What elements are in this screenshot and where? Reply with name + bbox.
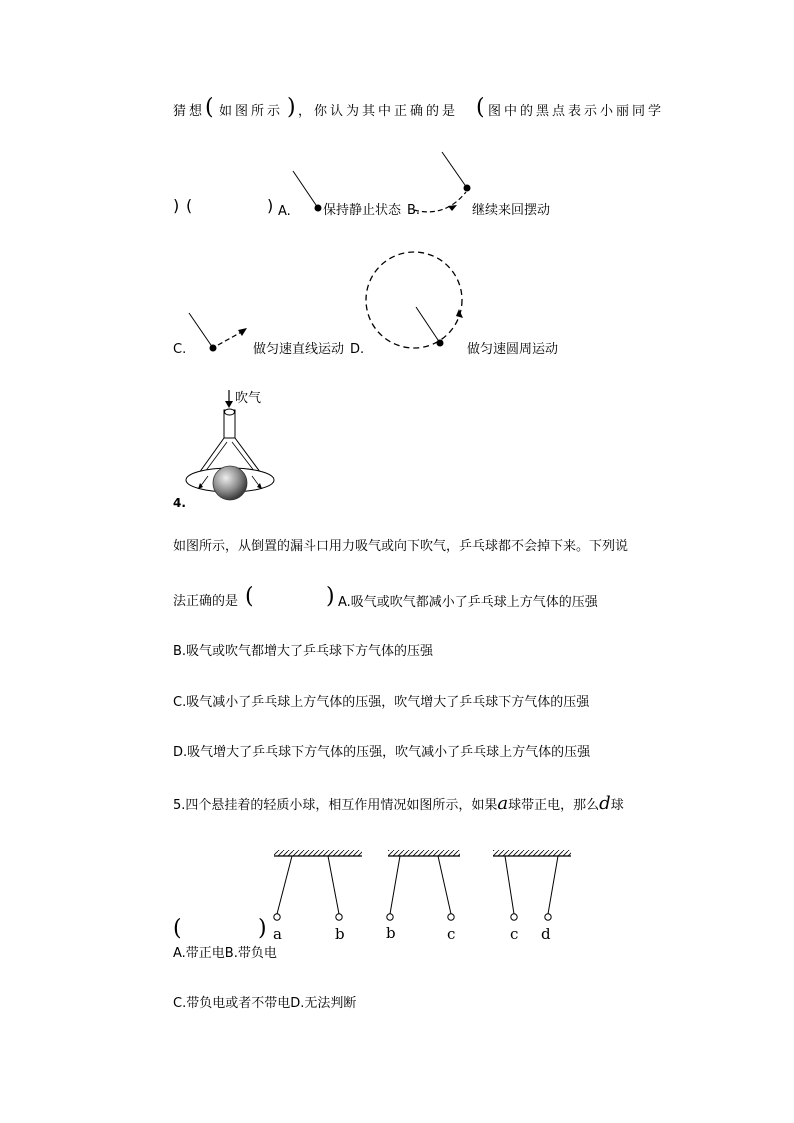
- q3-line2-close: ): [173, 196, 180, 215]
- q3-answer-open: (: [186, 196, 193, 215]
- q5-options-cd: C.带负电或者不带电D.无法判断: [173, 996, 357, 1011]
- option-a-figure: [290, 168, 330, 218]
- q4-option-d: D.吸气增大了乒乓球下方气体的压强，吹气减小了乒乓球上方气体的压强: [173, 745, 591, 760]
- q3-line1-a: 猜想: [173, 104, 206, 119]
- q3-line1-c: ，你认为其中正确的是: [298, 104, 459, 119]
- q5-stem-a: 5.四个悬挂着的轻质小球，相互作用情况如图所示，如果: [173, 798, 498, 813]
- q5-answer-open: (: [173, 916, 182, 941]
- q4-option-c: C.吸气减小了乒乓球上方气体的压强，吹气增大了乒乓球下方气体的压强: [173, 695, 590, 710]
- ball-label: b: [386, 924, 396, 942]
- q4-answer-close: ): [326, 584, 335, 609]
- q4-option-a: A.吸气或吹气都减小了乒乓球上方气体的压强: [338, 595, 598, 610]
- option-c-figure: [185, 310, 255, 360]
- q5-var-a: a: [497, 793, 509, 814]
- q5-stem-c: 球: [610, 798, 624, 813]
- ball-label: d: [541, 925, 551, 943]
- ball-label: b: [335, 925, 345, 943]
- q5-stem: [173, 795, 624, 815]
- ball-label: a: [273, 925, 282, 943]
- q3-option-c-text: 做匀速直线运动: [253, 342, 345, 357]
- q4-number: 4.: [173, 496, 186, 510]
- q3-line1-b: 如图所示: [219, 104, 284, 119]
- q4-answer-open: (: [245, 584, 254, 609]
- option-d-figure: [362, 254, 470, 354]
- q5-stem-b: 球带正电，那么: [508, 798, 600, 813]
- q3-option-a-text: 保持静止状态: [323, 203, 402, 218]
- q3-option-d-letter: D.: [350, 342, 365, 357]
- q3-option-c-letter: C.: [173, 342, 187, 357]
- q3-open-paren-2: (: [476, 95, 485, 120]
- q4-option-b: B.吸气或吹气都增大了乒乓球下方气体的压强: [173, 644, 434, 659]
- q5-options-ab: A.带正电B.带负电: [173, 946, 277, 961]
- q3-line1-d: 图中的黑点表示小丽同学: [488, 104, 665, 119]
- q3-option-b-text: 继续来回摆动: [472, 203, 551, 218]
- hanging-balls-figure: [268, 846, 578, 928]
- q5-answer-close: ): [258, 916, 267, 941]
- q3-option-b-letter: B.: [407, 203, 421, 218]
- option-b-figure: [410, 150, 480, 220]
- q3-option-d-text: 做匀速圆周运动: [467, 342, 559, 357]
- q3-option-a-letter: A.: [278, 204, 291, 219]
- q3-answer-close: ): [267, 196, 274, 215]
- q3-close-paren: ): [287, 95, 296, 120]
- funnel-ball-figure: [186, 388, 278, 500]
- blow-label: 吹气: [235, 391, 262, 406]
- q4-stem-line2: 法正确的是: [173, 594, 239, 609]
- q3-open-paren: (: [205, 95, 214, 120]
- q4-stem-line1: 如图所示，从倒置的漏斗口用力吸气或向下吹气，乒乓球都不会掉下来。下列说: [173, 539, 629, 554]
- q5-var-d: d: [599, 793, 611, 814]
- ball-label: c: [447, 925, 456, 943]
- ball-label: c: [510, 925, 519, 943]
